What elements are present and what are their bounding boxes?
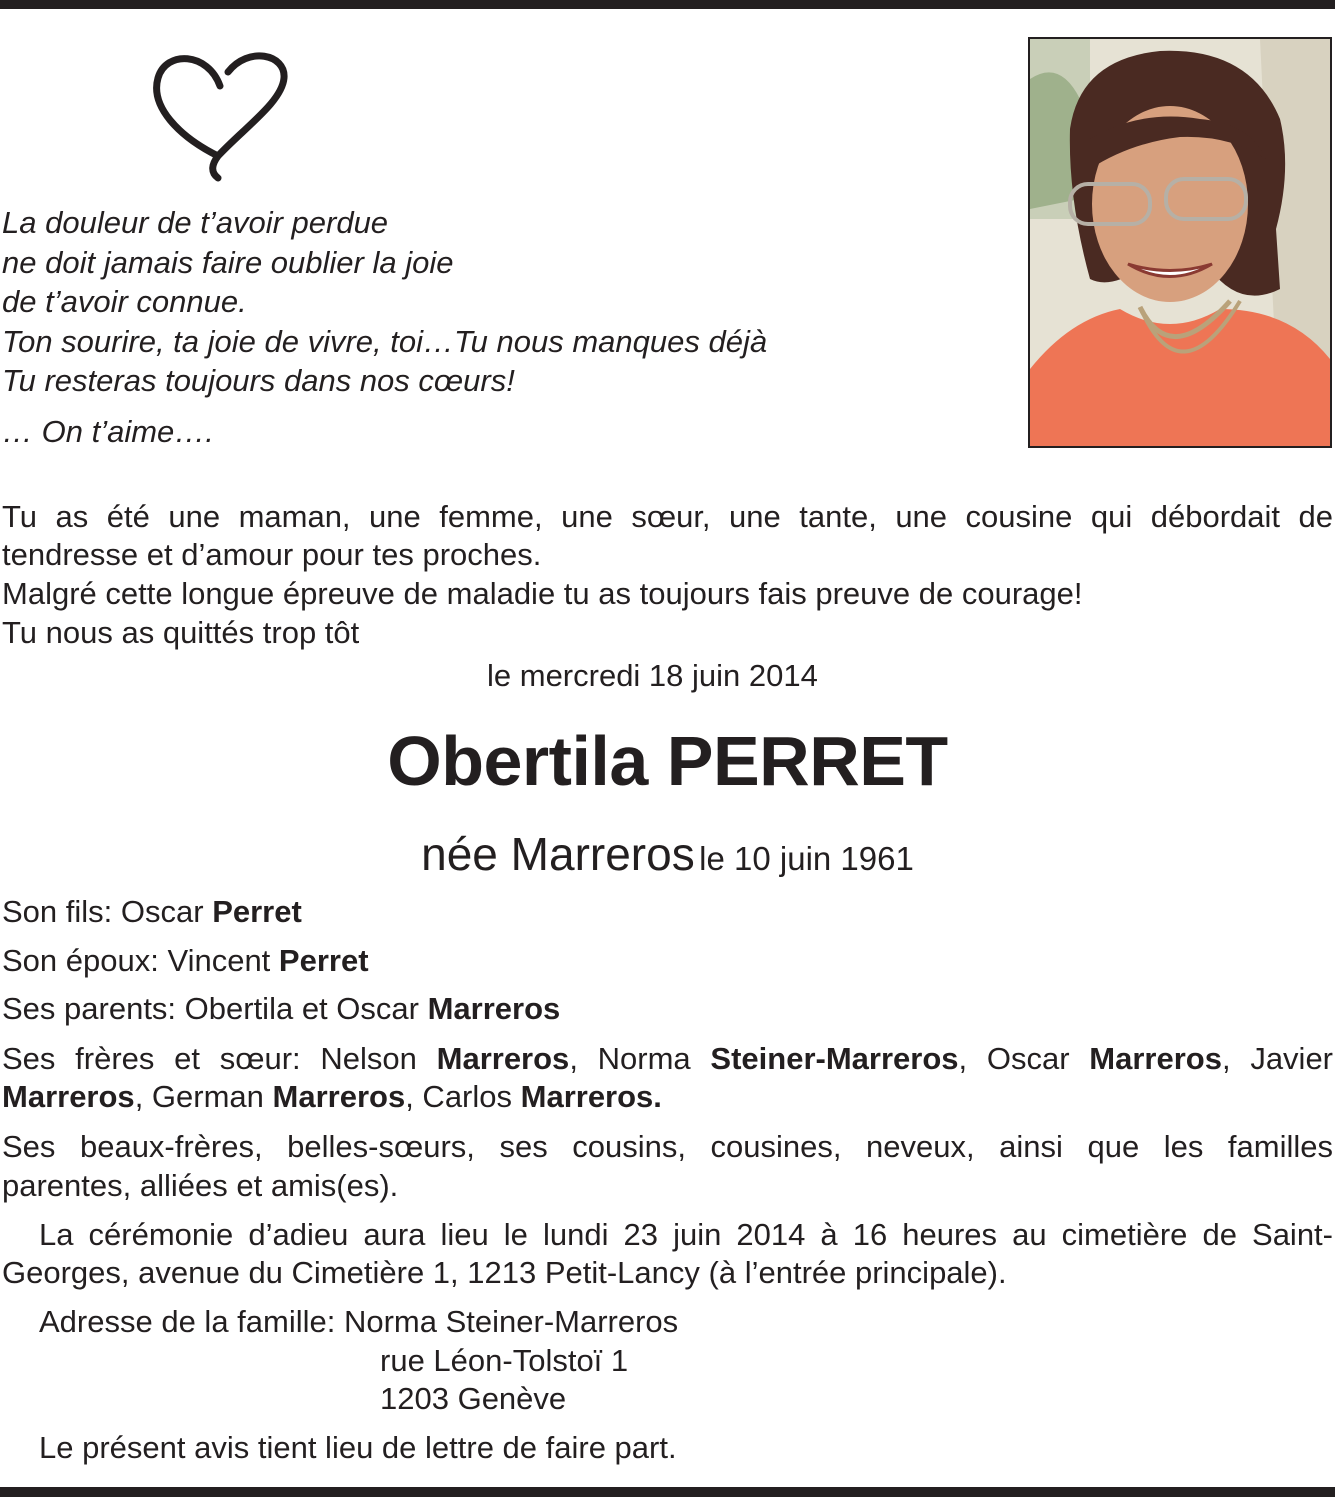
tribute-line: tendresse et d’amour pour tes proches. bbox=[2, 537, 542, 572]
family-surname: Steiner-Marreros bbox=[710, 1041, 959, 1076]
heart-icon bbox=[148, 44, 290, 182]
tribute-line: Tu nous as quittés trop tôt bbox=[2, 615, 360, 650]
maiden-name: née Marreros bbox=[421, 828, 695, 880]
family-label: , Javier bbox=[1221, 1041, 1334, 1076]
family-parents bbox=[2, 990, 560, 1028]
poem-line: Tu resteras toujours dans nos cœurs! bbox=[2, 363, 515, 398]
family-surname: Marreros. bbox=[520, 1079, 662, 1114]
family-label: , Oscar bbox=[958, 1041, 1090, 1076]
death-date: le mercredi 18 juin 2014 bbox=[487, 658, 818, 693]
family-surname: Marreros bbox=[427, 991, 561, 1026]
family-son bbox=[2, 893, 302, 931]
birth-date: le 10 juin 1961 bbox=[699, 840, 914, 877]
poem-line: La douleur de t’avoir perdue bbox=[2, 205, 389, 240]
notice-text: Le présent avis tient lieu de lettre de faire part. bbox=[39, 1430, 677, 1465]
bottom-rule bbox=[0, 1487, 1335, 1497]
poem-line: … On t’aime…. bbox=[2, 414, 214, 449]
family-surname: Marreros bbox=[272, 1079, 406, 1114]
family-surname: Marreros bbox=[1089, 1041, 1222, 1076]
family-label: Ses parents: Obertila et Oscar bbox=[2, 991, 428, 1026]
deceased-name: Obertila PERRET bbox=[387, 722, 948, 800]
tribute-line: Tu as été une maman, une femme, une sœur, une tante, une cousine qui débordait de bbox=[2, 499, 1333, 534]
birth-info bbox=[0, 826, 1335, 894]
family-surname: Perret bbox=[278, 943, 369, 978]
family-relatives-line2: parentes, alliées et amis(es). bbox=[2, 1168, 399, 1203]
family-relatives-line1: Ses beaux-frères, belles-sœurs, ses cousins, cousines, neveux, ainsi que les familles bbox=[2, 1129, 1333, 1164]
family-surname: Perret bbox=[212, 894, 302, 929]
family-label: Son époux: Vincent bbox=[2, 943, 279, 978]
family-siblings-line2 bbox=[2, 1078, 662, 1116]
ceremony-line2: Georges, avenue du Cimetière 1, 1213 Petit-Lancy (à l’entrée principale). bbox=[2, 1255, 1007, 1290]
family-siblings-line1 bbox=[2, 1040, 1333, 1078]
address-line2: rue Léon-Tolstoï 1 bbox=[380, 1343, 629, 1378]
family-label: , German bbox=[134, 1079, 273, 1114]
tribute-line: Malgré cette longue épreuve de maladie tu as toujours fais preuve de courage! bbox=[2, 576, 1083, 611]
ceremony-line1: La cérémonie d’adieu aura lieu le lundi 23 juin 2014 à 16 heures au cimetière de Saint- bbox=[39, 1217, 1333, 1252]
family-label: Ses frères et sœur: Nelson bbox=[2, 1041, 437, 1076]
family-label: Son fils: Oscar bbox=[2, 894, 213, 929]
poem-line: Ton sourire, ta joie de vivre, toi…Tu nous manques déjà bbox=[2, 324, 768, 359]
address-line1: Adresse de la famille: Norma Steiner-Marreros bbox=[39, 1304, 679, 1339]
family-label: , Carlos bbox=[405, 1079, 521, 1114]
top-rule bbox=[0, 0, 1335, 9]
family-label: , Norma bbox=[569, 1041, 711, 1076]
poem-line: de t’avoir connue. bbox=[2, 284, 247, 319]
poem-line: ne doit jamais faire oublier la joie bbox=[2, 245, 454, 280]
address-line3: 1203 Genève bbox=[380, 1381, 567, 1416]
family-surname: Marreros bbox=[436, 1041, 570, 1076]
family-surname: Marreros bbox=[2, 1079, 135, 1114]
family-husband bbox=[2, 942, 369, 980]
portrait-photo bbox=[1028, 37, 1332, 448]
